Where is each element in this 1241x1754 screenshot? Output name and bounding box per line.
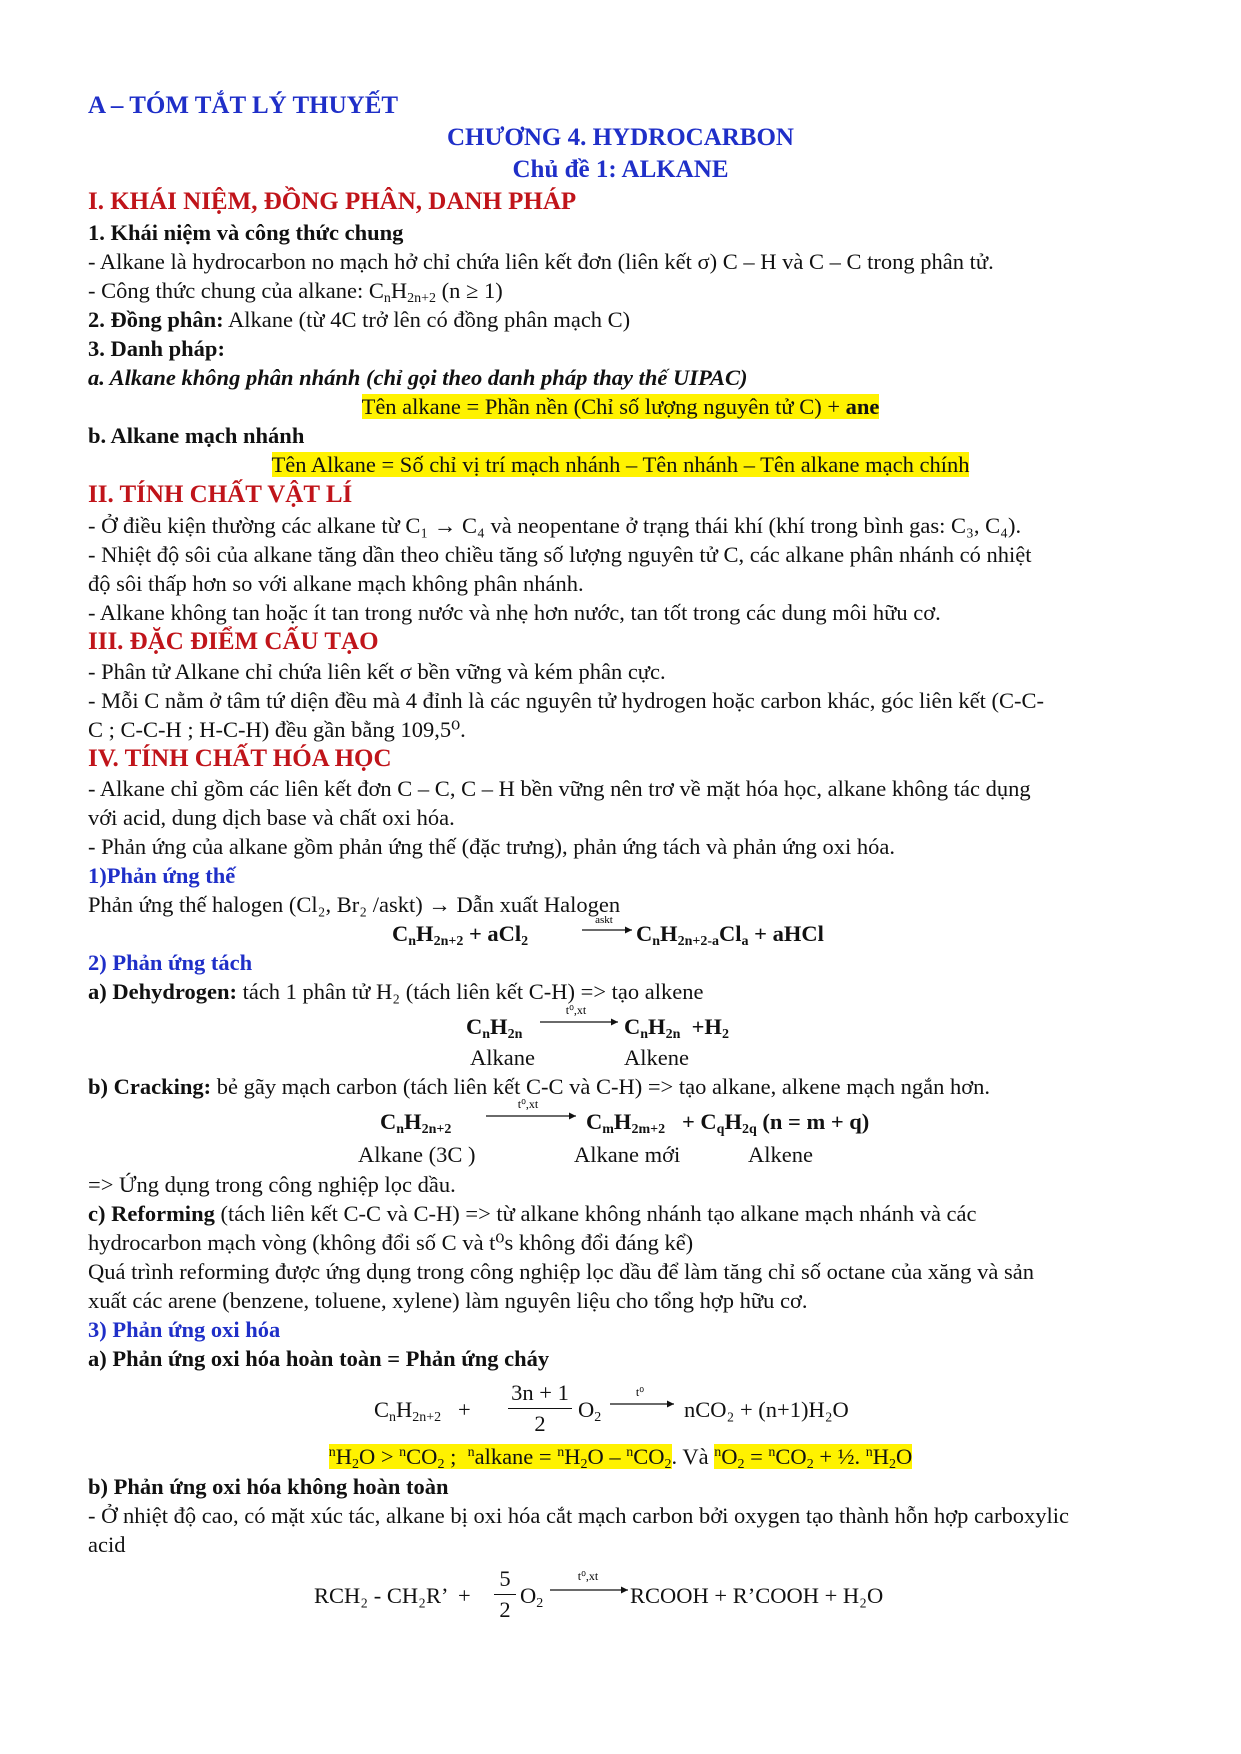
section-2-title: II. TÍNH CHẤT VẬT LÍ bbox=[88, 481, 353, 508]
s1-definition: - Alkane là hydrocarbon no mạch hở chỉ chứa liên kết đơn (liên kết σ) C – H và C – C trong phân tử. bbox=[88, 249, 994, 274]
combustion-condition: t⁰ bbox=[635, 1385, 645, 1399]
dehydrogen-condition: t⁰,xt bbox=[565, 1003, 587, 1017]
section-heading: A – TÓM TẮT LÝ THUYẾT bbox=[88, 92, 399, 119]
s3-tetrahedral-line2: C ; C-C-H ; H-C-H) đều gần bằng 109,5⁰. bbox=[88, 717, 466, 742]
combustion-mole-relation: $^nH_2O > ^nCO_2$ ; $^n$alkane = $^nH_2O - ^nCO_2$. Và $^nO_2 = ^nCO_2$ + ½. $^nH_2O$ bbox=[328, 1444, 913, 1472]
s1-isomer: 2. Đồng phân: Alkane (từ 4C trở lên có đồng phân mạch C) bbox=[88, 307, 631, 332]
dehydrogen-rhs: $C_nH_{2n} +H_2$ bbox=[624, 1014, 729, 1042]
combustion-lhs: $C_nH_{2n+2}$ + bbox=[374, 1397, 471, 1425]
s1-heading-concept: 1. Khái niệm và công thức chung bbox=[88, 220, 404, 245]
s1-branched-rule: Tên Alkane = Số chỉ vị trí mạch nhánh – Tên nhánh – Tên alkane mạch chính bbox=[271, 452, 970, 477]
combustion-title: a) Phản ứng oxi hóa hoàn toàn = Phản ứng cháy bbox=[88, 1346, 550, 1371]
elimination-title: 2) Phản ứng tách bbox=[88, 950, 253, 975]
s4-inert-line2: với acid, dung dịch base và chất oxi hóa. bbox=[88, 805, 455, 830]
cracking-lhs: $C_nH_{2n+2}$ bbox=[380, 1109, 452, 1137]
s4-reaction-types: - Phản ứng của alkane gồm phản ứng thế (đặc trưng), phản ứng tách và phản ứng oxi hóa. bbox=[88, 834, 896, 859]
cracking-label-new-alkane: Alkane mới bbox=[574, 1142, 681, 1167]
reforming-app-line1: Quá trình reforming được ứng dụng trong công nghiệp lọc dầu để làm tăng chỉ số octane của xăng và sản bbox=[88, 1259, 1035, 1284]
substitution-rhs: $C_nH_{2n+2-a}Cl_a$ + aHCl bbox=[636, 921, 824, 949]
s3-sigma-bond: - Phân tử Alkane chỉ chứa liên kết σ bền vững và kém phân cực. bbox=[88, 659, 666, 684]
s1-unbranched-title: a. Alkane không phân nhánh (chỉ gọi theo danh pháp thay thế UIPAC) bbox=[88, 365, 748, 390]
cracking-label-alkene: Alkene bbox=[748, 1142, 813, 1167]
s1-nomenclature-heading: 3. Danh pháp: bbox=[88, 336, 225, 361]
section-3-title: III. ĐẶC ĐIỂM CẤU TẠO bbox=[88, 628, 379, 655]
s2-boiling-line2: độ sôi thấp hơn so với alkane mạch không phân nhánh. bbox=[88, 571, 584, 596]
partial-oxidation-fraction bbox=[494, 1566, 516, 1623]
partial-oxidation-fraction-denominator: 2 bbox=[499, 1597, 511, 1622]
s1-branched-title: b. Alkane mạch nhánh bbox=[88, 423, 305, 448]
combustion-fraction-numerator: 3n + 1 bbox=[511, 1380, 569, 1405]
dehydrogen-label-alkene: Alkene bbox=[624, 1045, 689, 1070]
dehydrogen-lhs: $C_nH_{2n}$ bbox=[466, 1014, 523, 1042]
substitution-condition: askt bbox=[595, 914, 613, 926]
dehydrogen-desc: a) Dehydrogen: tách 1 phân tử H₂ (tách liên kết C-H) => tạo alkene bbox=[88, 979, 704, 1004]
substitution-lhs: $C_nH_{2n+2} + aCl_2$ bbox=[392, 921, 529, 949]
cracking-condition: t⁰,xt bbox=[517, 1097, 539, 1111]
reforming-desc-line2: hydrocarbon mạch vòng (không đổi số C và t⁰s không đổi đáng kể) bbox=[88, 1230, 694, 1255]
combustion-fraction bbox=[508, 1380, 572, 1437]
combustion-rhs: nCO₂ + (n+1)H₂O bbox=[684, 1397, 849, 1422]
cracking-application: => Ứng dụng trong công nghiệp lọc dầu. bbox=[88, 1172, 456, 1197]
chapter-title: CHƯƠNG 4. HYDROCARBON bbox=[447, 124, 794, 151]
cracking-rhs: $C_mH_{2m+2} + C_qH_{2q}$ (n = m + q) bbox=[586, 1109, 870, 1137]
partial-oxidation-oxygen: $O_2$ bbox=[520, 1583, 544, 1611]
substitution-arrow bbox=[580, 914, 636, 944]
partial-oxidation-arrow bbox=[548, 1568, 632, 1600]
s2-boiling-line1: - Nhiệt độ sôi của alkane tăng dần theo chiều tăng số lượng nguyên tử C, các alkane phân nhánh có nhiệt bbox=[88, 542, 1032, 567]
reforming-app-line2: xuất các arene (benzene, toluene, xylene) làm nguyên liệu cho tổng hợp hữu cơ. bbox=[88, 1288, 808, 1313]
combustion-oxygen: $O_2$ bbox=[578, 1397, 602, 1425]
s1-unbranched-rule: Tên alkane = Phần nền (Chỉ số lượng nguyên tử C) + ane bbox=[361, 394, 880, 419]
partial-oxidation-title: b) Phản ứng oxi hóa không hoàn toàn bbox=[88, 1474, 449, 1499]
partial-oxidation-lhs: RCH₂ - CH₂R’ + bbox=[314, 1583, 471, 1608]
cracking-label-alkane: Alkane (3C ) bbox=[358, 1142, 476, 1167]
partial-oxidation-desc-line1: - Ở nhiệt độ cao, có mặt xúc tác, alkane bị oxi hóa cắt mạch carbon bởi oxygen tạo thành hỗn hợp carboxylic bbox=[88, 1503, 1069, 1528]
s3-tetrahedral-line1: - Mỗi C nằm ở tâm tứ diện đều mà 4 đỉnh là các nguyên tử hydrogen hoặc carbon khác, góc liên kết (C-C- bbox=[88, 688, 1045, 713]
substitution-desc: Phản ứng thế halogen (Cl₂, Br₂ /askt) → Dẫn xuất Halogen bbox=[88, 892, 621, 917]
partial-oxidation-desc-line2: acid bbox=[88, 1532, 126, 1557]
combustion-arrow bbox=[608, 1384, 678, 1414]
partial-oxidation-rhs: RCOOH + R’COOH + H₂O bbox=[630, 1583, 884, 1608]
oxidation-title: 3) Phản ứng oxi hóa bbox=[88, 1317, 281, 1342]
dehydrogen-arrow bbox=[538, 1002, 622, 1034]
partial-oxidation-fraction-numerator: 5 bbox=[499, 1566, 511, 1591]
reforming-desc-line1: c) Reforming (tách liên kết C-C và C-H) => từ alkane không nhánh tạo alkane mạch nhánh và các bbox=[88, 1201, 977, 1226]
substitution-title: 1)Phản ứng thế bbox=[88, 863, 236, 888]
s4-inert-line1: - Alkane chỉ gồm các liên kết đơn C – C, C – H bền vững nên trơ về mặt hóa học, alkane không tác dụng bbox=[88, 776, 1031, 801]
s2-solubility: - Alkane không tan hoặc ít tan trong nước và nhẹ hơn nước, tan tốt trong các dung môi hữu cơ. bbox=[88, 600, 941, 625]
dehydrogen-label-alkane: Alkane bbox=[470, 1045, 535, 1070]
section-1-title: I. KHÁI NIỆM, ĐỒNG PHÂN, DANH PHÁP bbox=[88, 188, 577, 215]
s2-gas-state: - Ở điều kiện thường các alkane từ C₁ → C₄ và neopentane ở trạng thái khí (khí trong bình gas: C₃, C₄). bbox=[88, 513, 1022, 538]
cracking-arrow bbox=[484, 1096, 580, 1128]
s1-general-formula: - Công thức chung của alkane: $C_nH_{2n+2}$ (n ≥ 1) bbox=[88, 278, 503, 306]
cracking-desc: b) Cracking: bẻ gãy mạch carbon (tách liên kết C-C và C-H) => tạo alkane, alkene mạch ngắn hơn. bbox=[88, 1074, 990, 1099]
section-4-title: IV. TÍNH CHẤT HÓA HỌC bbox=[88, 745, 392, 772]
combustion-fraction-denominator: 2 bbox=[534, 1411, 546, 1436]
partial-oxidation-condition: t⁰,xt bbox=[577, 1569, 599, 1583]
topic-title: Chủ đề 1: ALKANE bbox=[512, 156, 729, 183]
